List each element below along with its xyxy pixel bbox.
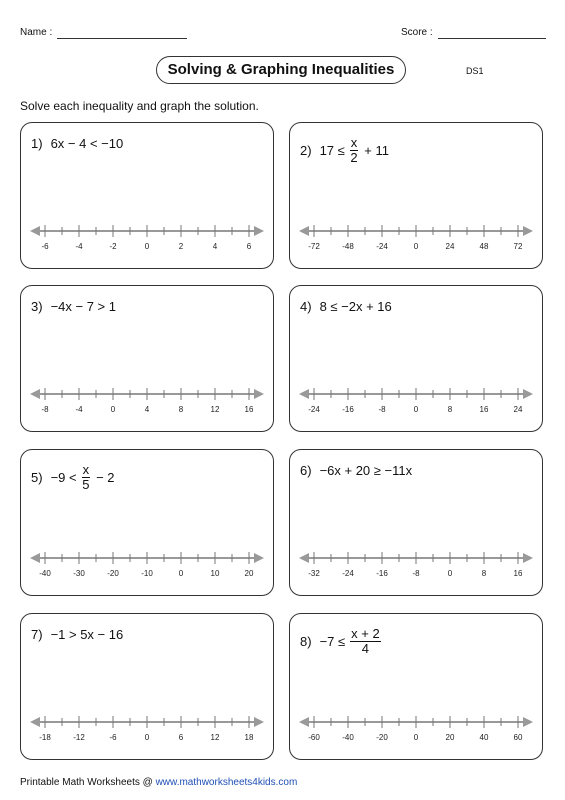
problem-expression: 17 ≤ bbox=[319, 142, 345, 158]
arrow-left-icon bbox=[30, 389, 40, 399]
tick-label: 4 bbox=[144, 405, 150, 414]
tick-label: 12 bbox=[210, 733, 220, 742]
arrow-right-icon bbox=[254, 226, 264, 236]
fraction bbox=[350, 136, 359, 164]
problem-statement bbox=[31, 627, 123, 642]
tick-label: 8 bbox=[447, 405, 453, 414]
tick-label: 24 bbox=[513, 405, 523, 414]
tick-label: 0 bbox=[413, 242, 419, 251]
number-line[interactable] bbox=[27, 213, 267, 253]
tick-label: -16 bbox=[342, 405, 354, 414]
fraction-numerator: x bbox=[350, 135, 358, 150]
arrow-left-icon bbox=[30, 717, 40, 727]
tick-label: -2 bbox=[109, 242, 117, 251]
fraction bbox=[82, 463, 91, 491]
name-field[interactable] bbox=[57, 38, 187, 39]
problem-number: 6) bbox=[300, 463, 312, 478]
footer bbox=[20, 777, 297, 788]
problem-expression-tail: − 2 bbox=[96, 469, 115, 485]
instructions: Solve each inequality and graph the solution. bbox=[20, 99, 259, 113]
problem-card-3 bbox=[20, 285, 274, 432]
arrow-left-icon bbox=[30, 553, 40, 563]
arrow-left-icon bbox=[299, 389, 309, 399]
tick-label: -6 bbox=[41, 242, 49, 251]
tick-label: -24 bbox=[308, 405, 320, 414]
fraction-numerator: x bbox=[82, 462, 90, 477]
arrow-right-icon bbox=[254, 553, 264, 563]
score-field[interactable] bbox=[438, 38, 546, 39]
problem-expression: −6x + 20 ≥ −11x bbox=[319, 463, 413, 478]
tick-label: 16 bbox=[479, 405, 489, 414]
problem-expression: 6x − 4 < −10 bbox=[50, 136, 124, 151]
fraction-denominator: 4 bbox=[361, 640, 370, 656]
problem-number: 7) bbox=[31, 627, 43, 642]
problem-number: 1) bbox=[31, 136, 43, 151]
tick-label: -40 bbox=[39, 569, 51, 578]
number-line[interactable] bbox=[296, 213, 536, 253]
tick-label: 8 bbox=[481, 569, 487, 578]
arrow-right-icon bbox=[523, 226, 533, 236]
tick-label: 6 bbox=[246, 242, 252, 251]
problem-number: 2) bbox=[300, 142, 312, 158]
tick-label: -4 bbox=[75, 405, 83, 414]
problem-card-8 bbox=[289, 613, 543, 760]
arrow-right-icon bbox=[523, 553, 533, 563]
problem-expression: 8 ≤ −2x + 16 bbox=[319, 299, 392, 314]
tick-label: 2 bbox=[178, 242, 184, 251]
fraction-denominator: 2 bbox=[350, 149, 358, 165]
problem-statement bbox=[31, 136, 123, 151]
tick-label: -30 bbox=[73, 569, 85, 578]
problem-statement bbox=[300, 627, 383, 655]
problem-expression: −1 > 5x − 16 bbox=[50, 627, 124, 642]
tick-label: -10 bbox=[141, 569, 153, 578]
problem-card-2 bbox=[289, 122, 543, 269]
problem-number: 4) bbox=[300, 299, 312, 314]
fraction-denominator: 5 bbox=[82, 476, 90, 492]
problem-number: 3) bbox=[31, 299, 43, 314]
arrow-left-icon bbox=[299, 717, 309, 727]
problem-statement bbox=[300, 136, 389, 164]
tick-label: -24 bbox=[376, 242, 388, 251]
problem-expression: −4x − 7 > 1 bbox=[50, 299, 116, 314]
tick-label: 60 bbox=[513, 733, 523, 742]
tick-label: 24 bbox=[445, 242, 455, 251]
tick-label: 0 bbox=[413, 733, 419, 742]
tick-label: 40 bbox=[479, 733, 489, 742]
fraction bbox=[350, 627, 381, 655]
arrow-right-icon bbox=[523, 717, 533, 727]
problem-card-1 bbox=[20, 122, 274, 269]
tick-label: -72 bbox=[308, 242, 320, 251]
problem-statement bbox=[300, 299, 392, 314]
problem-expression-tail: + 11 bbox=[364, 142, 389, 158]
footer-label: Printable Math Worksheets @ bbox=[20, 777, 156, 788]
problem-number: 5) bbox=[31, 469, 43, 485]
problem-number: 8) bbox=[300, 633, 312, 649]
problem-card-7 bbox=[20, 613, 274, 760]
tick-label: -20 bbox=[107, 569, 119, 578]
tick-label: -16 bbox=[376, 569, 388, 578]
problem-statement bbox=[31, 463, 115, 491]
worksheet-title: Solving & Graphing Inequalities bbox=[156, 56, 406, 84]
number-line[interactable] bbox=[296, 704, 536, 744]
tick-label: -32 bbox=[308, 569, 320, 578]
number-line[interactable] bbox=[296, 376, 536, 416]
name-label: Name : bbox=[20, 27, 53, 38]
tick-label: 4 bbox=[212, 242, 218, 251]
tick-label: 10 bbox=[210, 569, 220, 578]
tick-label: -8 bbox=[41, 405, 49, 414]
tick-label: -24 bbox=[342, 569, 354, 578]
score-label: Score : bbox=[401, 27, 433, 38]
tick-label: -60 bbox=[308, 733, 320, 742]
problem-expression: −9 < bbox=[50, 469, 77, 485]
tick-label: 0 bbox=[447, 569, 453, 578]
footer-link[interactable]: www.mathworksheets4kids.com bbox=[155, 777, 298, 788]
tick-label: 0 bbox=[110, 405, 116, 414]
tick-label: -18 bbox=[39, 733, 51, 742]
tick-label: -12 bbox=[73, 733, 85, 742]
tick-label: -20 bbox=[376, 733, 388, 742]
tick-label: 0 bbox=[178, 569, 184, 578]
tick-label: 18 bbox=[244, 733, 254, 742]
worksheet-code: DS1 bbox=[466, 66, 484, 76]
arrow-left-icon bbox=[299, 226, 309, 236]
tick-label: -48 bbox=[342, 242, 354, 251]
number-line[interactable] bbox=[296, 540, 536, 580]
tick-label: 16 bbox=[513, 569, 523, 578]
problem-statement bbox=[31, 299, 116, 314]
tick-label: 16 bbox=[244, 405, 254, 414]
arrow-right-icon bbox=[254, 389, 264, 399]
problem-expression: −7 ≤ bbox=[319, 633, 346, 649]
tick-label: -4 bbox=[75, 242, 83, 251]
problem-card-4 bbox=[289, 285, 543, 432]
fraction-numerator: x + 2 bbox=[351, 626, 380, 641]
problem-card-5 bbox=[20, 449, 274, 596]
tick-label: -8 bbox=[412, 569, 420, 578]
tick-label: 8 bbox=[178, 405, 184, 414]
arrow-right-icon bbox=[523, 389, 533, 399]
tick-label: -6 bbox=[109, 733, 117, 742]
number-line[interactable] bbox=[27, 540, 267, 580]
tick-label: 0 bbox=[144, 733, 150, 742]
arrow-right-icon bbox=[254, 717, 264, 727]
tick-label: 6 bbox=[178, 733, 184, 742]
tick-label: 48 bbox=[479, 242, 489, 251]
tick-label: 0 bbox=[413, 405, 419, 414]
number-line[interactable] bbox=[27, 376, 267, 416]
tick-label: 20 bbox=[244, 569, 254, 578]
tick-label: 20 bbox=[445, 733, 455, 742]
number-line[interactable] bbox=[27, 704, 267, 744]
arrow-left-icon bbox=[30, 226, 40, 236]
tick-label: 0 bbox=[144, 242, 150, 251]
arrow-left-icon bbox=[299, 553, 309, 563]
tick-label: -40 bbox=[342, 733, 354, 742]
tick-label: -8 bbox=[378, 405, 386, 414]
tick-label: 12 bbox=[210, 405, 220, 414]
problem-statement bbox=[300, 463, 412, 478]
problem-card-6 bbox=[289, 449, 543, 596]
tick-label: 72 bbox=[513, 242, 523, 251]
